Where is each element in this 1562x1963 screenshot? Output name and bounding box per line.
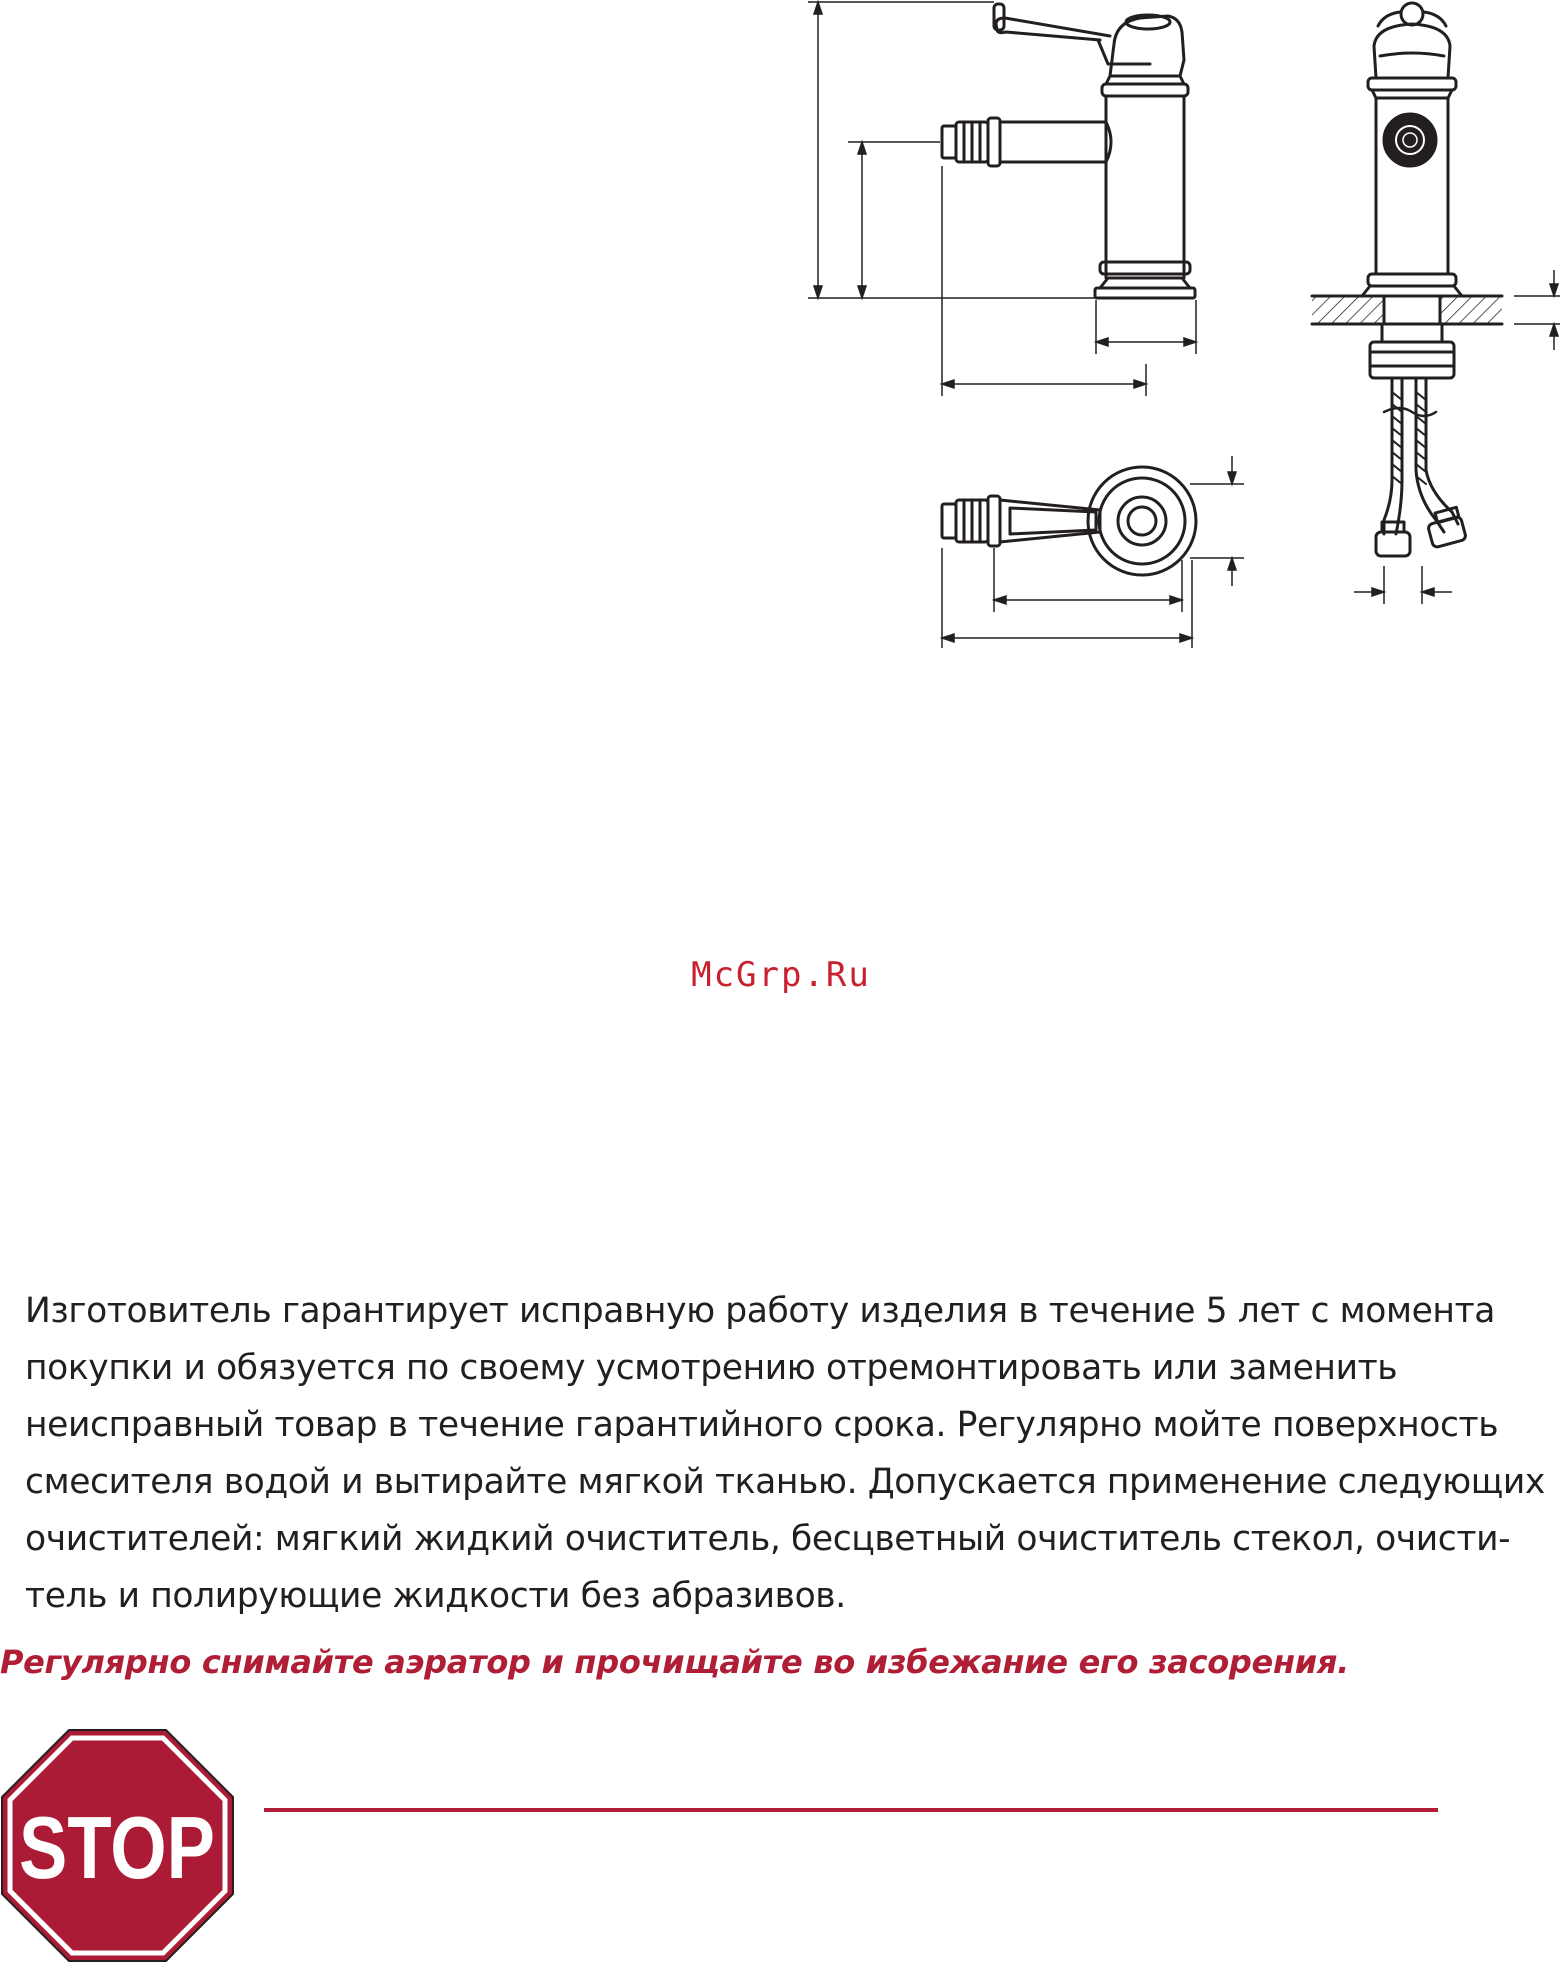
stop-sign-label: STOP <box>19 1798 215 1897</box>
red-divider <box>264 1808 1438 1812</box>
warranty-line: тель и полирующие жидкости без абразивов. <box>25 1576 846 1616</box>
warranty-line: неисправный товар в течение гарантийного срока. Регулярно мойте поверхность <box>25 1405 1499 1445</box>
warranty-line: смесителя водой и вытирайте мягкой тканью. Допускается применение следующих <box>25 1462 1545 1502</box>
faucet-top-view-drawing <box>942 467 1196 575</box>
faucet-front-view-drawing <box>1312 3 1502 556</box>
technical-drawings <box>0 0 1562 700</box>
aerator-warning: Регулярно снимайте аэратор и прочищайте во избежание его засорения. <box>0 1643 1349 1681</box>
warranty-line: покупки и обязуется по своему усмотрению отремонтировать или заменить <box>25 1348 1398 1388</box>
warranty-line: очистителей: мягкий жидкий очиститель, бесцветный очиститель стекол, очисти- <box>25 1519 1511 1559</box>
stop-sign-icon <box>0 1728 235 1963</box>
faucet-side-view-drawing <box>942 4 1195 298</box>
warranty-line: Изготовитель гарантирует исправную работу изделия в течение 5 лет с момента <box>25 1291 1496 1331</box>
watermark: McGrp.Ru <box>691 955 871 995</box>
warranty-text <box>25 1283 1545 1625</box>
